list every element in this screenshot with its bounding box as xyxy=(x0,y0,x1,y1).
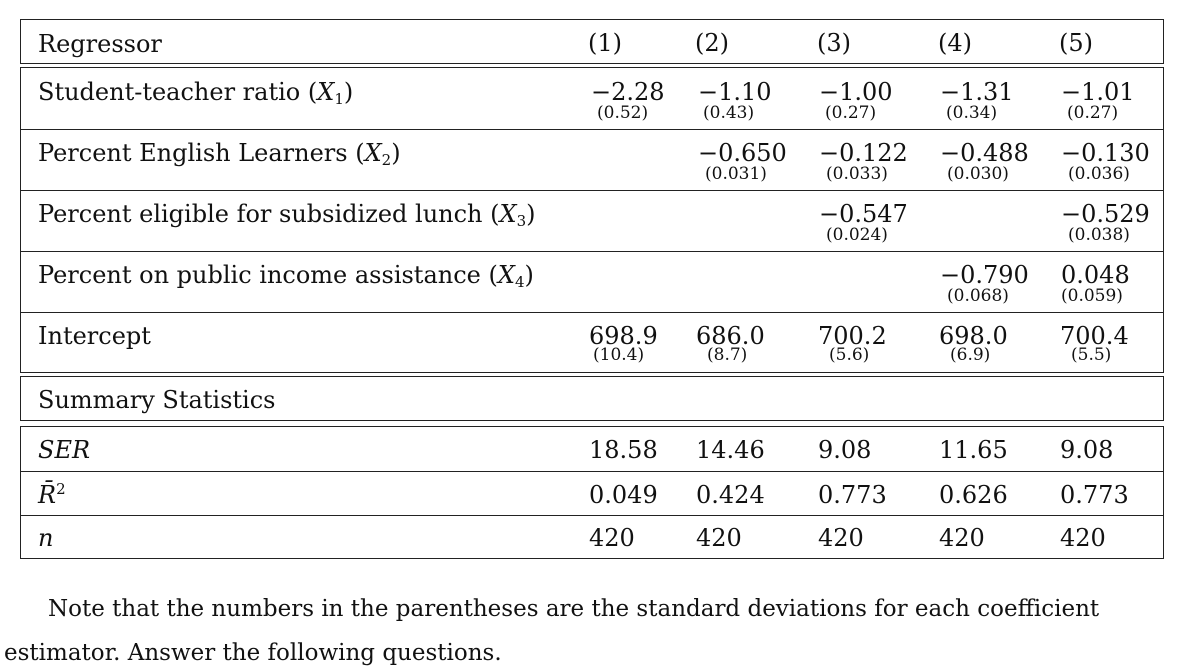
stat-cell: 420 xyxy=(818,524,864,552)
row-label: Intercept xyxy=(38,322,151,350)
header-col-3: (3) xyxy=(817,29,851,57)
table-row xyxy=(21,251,1163,312)
stats-row-r2 xyxy=(21,471,1163,516)
stat-cell: 14.46 xyxy=(696,436,765,464)
stats-row-n xyxy=(21,515,1163,560)
stat-cell: 0.773 xyxy=(1060,481,1129,509)
header-col-2: (2) xyxy=(695,29,729,57)
stat-cell: 11.65 xyxy=(939,436,1008,464)
coef-cell: −0.547 xyxy=(819,200,908,228)
se-cell: (0.059) xyxy=(1061,286,1123,306)
stat-cell: 9.08 xyxy=(1060,436,1114,464)
se-cell: (0.52) xyxy=(597,103,649,123)
se-cell: (0.43) xyxy=(703,103,755,123)
se-cell: (0.024) xyxy=(826,225,888,245)
coef-cell: −1.31 xyxy=(940,78,1014,106)
stat-cell: 18.58 xyxy=(589,436,658,464)
se-cell: (0.036) xyxy=(1068,164,1130,184)
se-cell: (0.34) xyxy=(946,103,998,123)
coef-cell: −0.529 xyxy=(1061,200,1150,228)
header-col-4: (4) xyxy=(938,29,972,57)
coefficients-box xyxy=(20,67,1164,373)
header-col-5: (5) xyxy=(1059,29,1093,57)
se-cell: (0.27) xyxy=(1067,103,1119,123)
coef-cell: 700.2 xyxy=(818,322,887,350)
se-cell: (0.27) xyxy=(825,103,877,123)
header-col-1: (1) xyxy=(588,29,622,57)
coef-cell: 686.0 xyxy=(696,322,765,350)
header-regressor: Regressor xyxy=(38,30,162,58)
coef-cell: −1.01 xyxy=(1061,78,1135,106)
coef-cell: −1.10 xyxy=(698,78,772,106)
se-cell: (0.031) xyxy=(705,164,767,184)
stats-box xyxy=(20,426,1164,559)
stat-cell: 0.773 xyxy=(818,481,887,509)
coef-cell: −2.28 xyxy=(591,78,665,106)
row-label: Percent English Learners $(X_2)$ xyxy=(38,139,401,169)
n-label: n xyxy=(38,524,54,552)
coef-cell: 700.4 xyxy=(1060,322,1129,350)
coef-cell: −0.122 xyxy=(819,139,908,167)
row-label: Percent eligible for subsidized lunch $(X_3)$ xyxy=(38,200,536,230)
coef-cell: −1.00 xyxy=(819,78,893,106)
coef-cell: 698.9 xyxy=(589,322,658,350)
note-line-2: estimator. Answer the following questions. xyxy=(4,640,502,666)
table-header-box xyxy=(20,19,1164,64)
table-row xyxy=(21,68,1163,129)
summary-title-box xyxy=(20,376,1164,421)
stat-cell: 420 xyxy=(589,524,635,552)
summary-title: Summary Statistics xyxy=(38,386,276,414)
stats-row-ser xyxy=(21,427,1163,471)
r2-label: R̄$^2$ xyxy=(38,480,66,509)
stat-cell: 0.424 xyxy=(696,481,765,509)
coef-cell: 698.0 xyxy=(939,322,1008,350)
se-cell: (10.4) xyxy=(593,345,645,365)
coef-cell: 0.048 xyxy=(1061,261,1130,289)
se-cell: (0.033) xyxy=(826,164,888,184)
table-row xyxy=(21,190,1163,251)
coef-cell: −0.130 xyxy=(1061,139,1150,167)
stat-cell: 0.626 xyxy=(939,481,1008,509)
stat-cell: 420 xyxy=(1060,524,1106,552)
row-label: Percent on public income assistance $(X_4)$ xyxy=(38,261,534,291)
note-line-1: Note that the numbers in the parentheses are the standard deviations for each coefficient xyxy=(48,596,1100,622)
coef-cell: −0.650 xyxy=(698,139,787,167)
stat-cell: 9.08 xyxy=(818,436,872,464)
coef-cell: −0.790 xyxy=(940,261,1029,289)
se-cell: (0.068) xyxy=(947,286,1009,306)
table-row xyxy=(21,129,1163,190)
se-cell: (5.6) xyxy=(829,345,870,365)
se-cell: (0.038) xyxy=(1068,225,1130,245)
se-cell: (8.7) xyxy=(707,345,748,365)
row-label: Student-teacher ratio $(X_1)$ xyxy=(38,78,354,108)
stat-cell: 420 xyxy=(939,524,985,552)
stat-cell: 420 xyxy=(696,524,742,552)
coef-cell: −0.488 xyxy=(940,139,1029,167)
stat-cell: 0.049 xyxy=(589,481,658,509)
se-cell: (6.9) xyxy=(950,345,991,365)
ser-label: SER xyxy=(38,436,91,464)
se-cell: (5.5) xyxy=(1071,345,1112,365)
table-row xyxy=(21,312,1163,373)
se-cell: (0.030) xyxy=(947,164,1009,184)
